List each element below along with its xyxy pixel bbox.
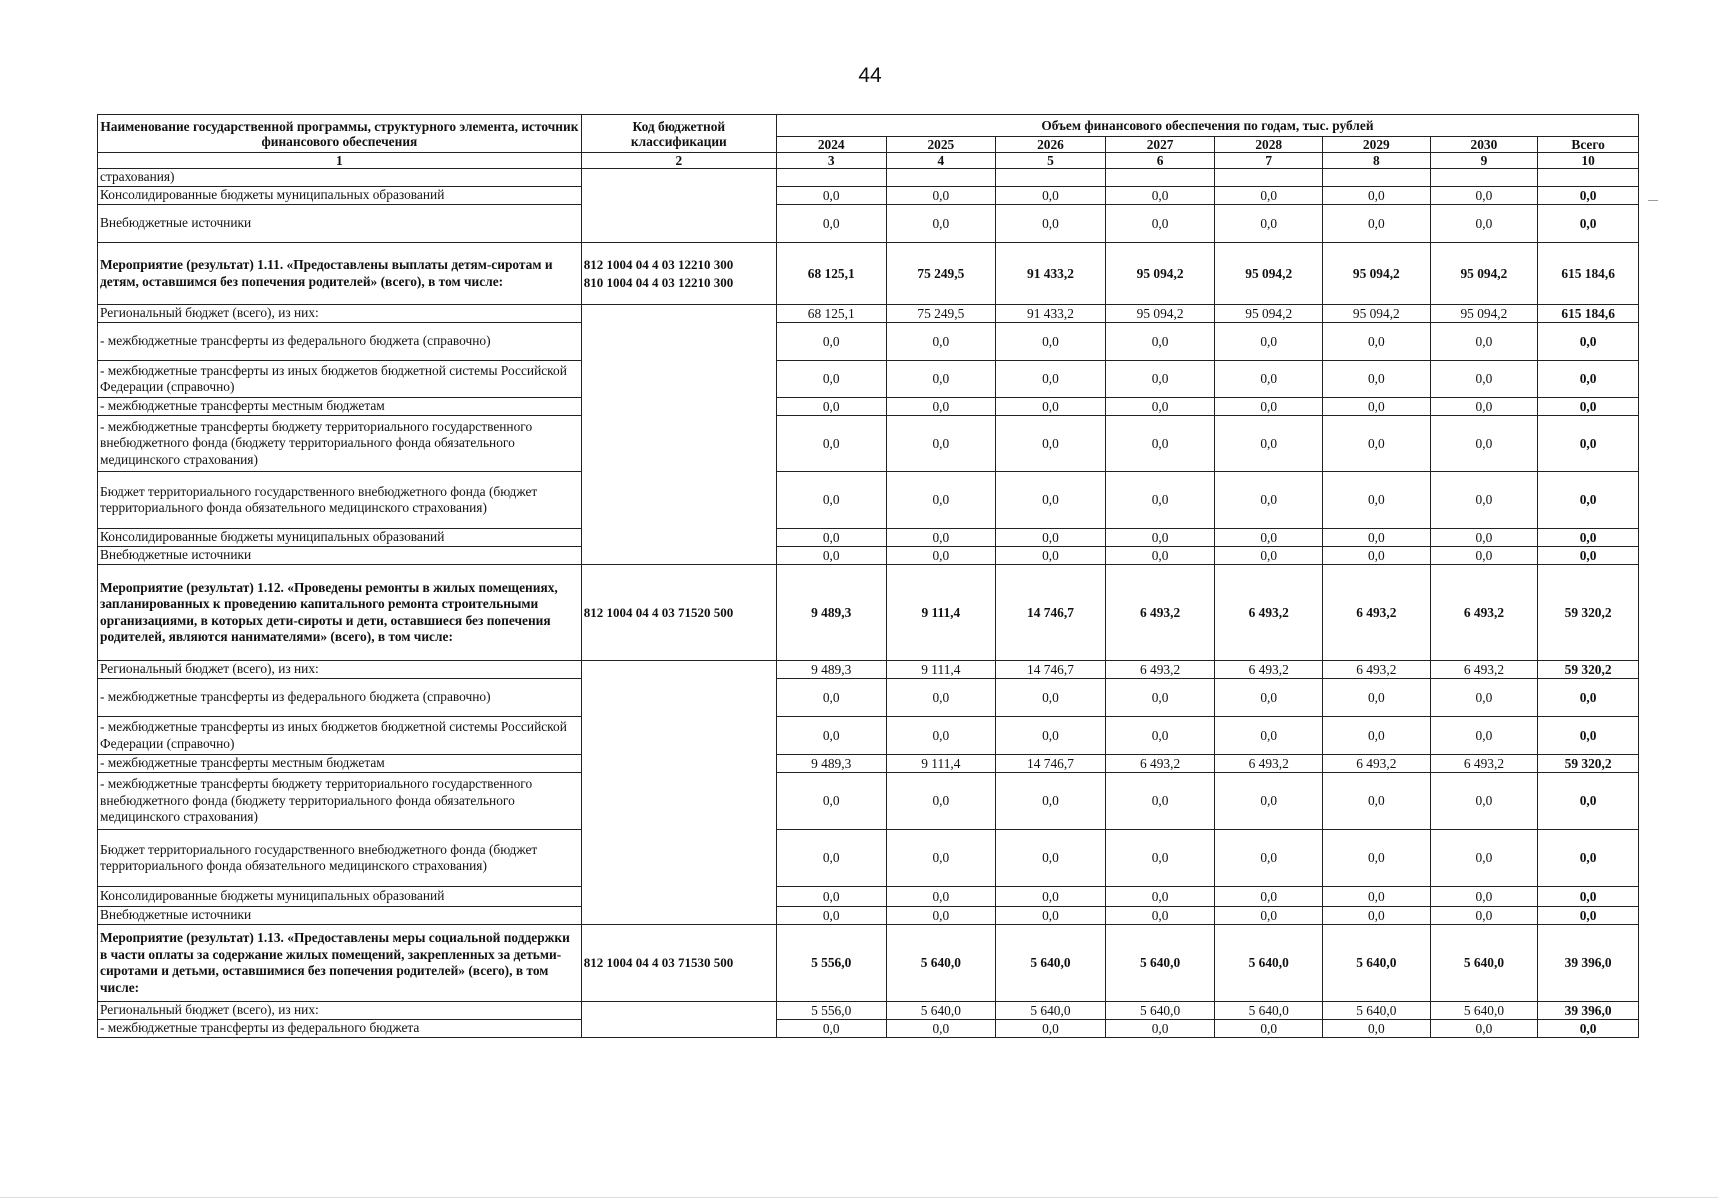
- total-value: 59 320,2: [1538, 755, 1639, 773]
- year-value: 0,0: [776, 323, 886, 361]
- source-name: Внебюджетные источники: [98, 547, 582, 565]
- year-value: [996, 169, 1106, 187]
- year-value: 0,0: [886, 398, 996, 416]
- year-value: 0,0: [1323, 773, 1431, 830]
- year-value: 0,0: [886, 830, 996, 887]
- header-year: 2029: [1323, 137, 1431, 153]
- table-body: [98, 169, 1639, 1038]
- header-year: 2028: [1215, 137, 1323, 153]
- header-funding: Объем финансового обеспечения по годам, тыс. рублей: [776, 115, 1638, 137]
- year-value: 5 640,0: [1323, 925, 1431, 1002]
- year-value: 0,0: [1430, 547, 1538, 565]
- year-value: 0,0: [1323, 187, 1431, 205]
- year-value: 0,0: [996, 472, 1106, 529]
- table-row: [98, 361, 1639, 398]
- column-number: 7: [1215, 153, 1323, 169]
- source-name: - межбюджетные трансферты местным бюджетам: [98, 755, 582, 773]
- total-value: 0,0: [1538, 323, 1639, 361]
- year-value: 95 094,2: [1105, 243, 1215, 305]
- year-value: 0,0: [996, 187, 1106, 205]
- budget-code: [581, 661, 776, 925]
- year-value: 95 094,2: [1105, 305, 1215, 323]
- year-value: 0,0: [886, 205, 996, 243]
- total-value: 0,0: [1538, 529, 1639, 547]
- year-value: 6 493,2: [1215, 565, 1323, 661]
- year-value: 0,0: [1323, 205, 1431, 243]
- source-name: - межбюджетные трансферты из федерального бюджета (справочно): [98, 679, 582, 717]
- year-value: 9 111,4: [886, 565, 996, 661]
- year-value: 0,0: [1323, 717, 1431, 755]
- year-value: 91 433,2: [996, 305, 1106, 323]
- year-value: 95 094,2: [1215, 305, 1323, 323]
- source-name: Консолидированные бюджеты муниципальных образований: [98, 529, 582, 547]
- year-value: 14 746,7: [996, 755, 1106, 773]
- year-value: 5 640,0: [886, 1002, 996, 1020]
- year-value: 14 746,7: [996, 661, 1106, 679]
- scan-edge-mark: [1648, 200, 1658, 201]
- year-value: 9 111,4: [886, 755, 996, 773]
- total-value: 0,0: [1538, 1020, 1639, 1038]
- source-name: Бюджет территориального государственного внебюджетного фонда (бюджет территориального фонда обязательного медицинского страхования): [98, 830, 582, 887]
- year-value: 0,0: [996, 679, 1106, 717]
- total-value: 0,0: [1538, 830, 1639, 887]
- year-value: 0,0: [1105, 679, 1215, 717]
- year-value: 6 493,2: [1105, 755, 1215, 773]
- year-value: 0,0: [1215, 1020, 1323, 1038]
- header-total: Всего: [1538, 137, 1639, 153]
- year-value: 0,0: [1323, 416, 1431, 472]
- year-value: 0,0: [1105, 1020, 1215, 1038]
- table-row: [98, 661, 1639, 679]
- year-value: 0,0: [776, 205, 886, 243]
- year-value: 0,0: [1430, 887, 1538, 907]
- year-value: 0,0: [1105, 398, 1215, 416]
- year-value: 0,0: [1215, 773, 1323, 830]
- year-value: 0,0: [1323, 887, 1431, 907]
- year-value: 0,0: [996, 1020, 1106, 1038]
- total-value: 0,0: [1538, 187, 1639, 205]
- column-number: 8: [1323, 153, 1431, 169]
- year-value: 0,0: [886, 187, 996, 205]
- year-value: 5 556,0: [776, 1002, 886, 1020]
- year-value: 0,0: [886, 416, 996, 472]
- year-value: 0,0: [1430, 205, 1538, 243]
- year-value: 0,0: [1323, 1020, 1431, 1038]
- total-value: 0,0: [1538, 773, 1639, 830]
- year-value: 5 640,0: [1105, 925, 1215, 1002]
- total-value: 0,0: [1538, 361, 1639, 398]
- year-value: 95 094,2: [1323, 243, 1431, 305]
- year-value: 0,0: [886, 887, 996, 907]
- year-value: 0,0: [1105, 416, 1215, 472]
- year-value: 5 640,0: [886, 925, 996, 1002]
- budget-code: [581, 305, 776, 565]
- year-value: 0,0: [1323, 547, 1431, 565]
- year-value: 0,0: [1430, 323, 1538, 361]
- year-value: [886, 169, 996, 187]
- year-value: 9 111,4: [886, 661, 996, 679]
- year-value: 68 125,1: [776, 243, 886, 305]
- year-value: 0,0: [776, 187, 886, 205]
- year-value: 6 493,2: [1215, 755, 1323, 773]
- table-row: [98, 187, 1639, 205]
- source-name: Бюджет территориального государственного внебюджетного фонда (бюджет территориального фонда обязательного медицинского страхования): [98, 472, 582, 529]
- year-value: 0,0: [776, 529, 886, 547]
- year-value: 0,0: [996, 717, 1106, 755]
- budget-code: 812 1004 04 4 03 12210 300 810 1004 04 4 03 12210 300: [581, 243, 776, 305]
- table-row: [98, 907, 1639, 925]
- total-value: 615 184,6: [1538, 305, 1639, 323]
- total-value: 59 320,2: [1538, 661, 1639, 679]
- measure-row: [98, 565, 1639, 661]
- year-value: 5 640,0: [1215, 925, 1323, 1002]
- year-value: 6 493,2: [1323, 755, 1431, 773]
- year-value: 0,0: [1323, 529, 1431, 547]
- column-number: 6: [1105, 153, 1215, 169]
- table-row: [98, 1020, 1639, 1038]
- column-number: 1: [98, 153, 582, 169]
- year-value: 0,0: [776, 398, 886, 416]
- table-row: [98, 529, 1639, 547]
- year-value: 0,0: [1215, 679, 1323, 717]
- year-value: 5 640,0: [996, 925, 1106, 1002]
- header-year: 2026: [996, 137, 1106, 153]
- year-value: 0,0: [1323, 679, 1431, 717]
- source-name: - межбюджетные трансферты бюджету территориального государственного внебюджетного фонда (бюджету территориального фонда обязательного медицинского страхования): [98, 416, 582, 472]
- total-value: [1538, 169, 1639, 187]
- source-name: - межбюджетные трансферты местным бюджетам: [98, 398, 582, 416]
- year-value: 0,0: [1105, 887, 1215, 907]
- table-row: [98, 323, 1639, 361]
- measure-row: [98, 925, 1639, 1002]
- year-value: 0,0: [1430, 1020, 1538, 1038]
- year-value: 0,0: [776, 547, 886, 565]
- year-value: 0,0: [996, 361, 1106, 398]
- table-row: [98, 755, 1639, 773]
- year-value: 0,0: [996, 205, 1106, 243]
- year-value: 0,0: [1323, 361, 1431, 398]
- total-value: 59 320,2: [1538, 565, 1639, 661]
- column-number: 3: [776, 153, 886, 169]
- scan-edge-mark: [0, 1197, 1718, 1198]
- year-value: [1323, 169, 1431, 187]
- budget-code: 812 1004 04 4 03 71530 500: [581, 925, 776, 1002]
- year-value: 0,0: [1215, 547, 1323, 565]
- year-value: 0,0: [776, 717, 886, 755]
- budget-code: 812 1004 04 4 03 71520 500: [581, 565, 776, 661]
- year-value: 9 489,3: [776, 755, 886, 773]
- year-value: 0,0: [996, 887, 1106, 907]
- column-number: 2: [581, 153, 776, 169]
- year-value: 6 493,2: [1323, 661, 1431, 679]
- total-value: 615 184,6: [1538, 243, 1639, 305]
- page-number: 44: [858, 64, 882, 87]
- year-value: 0,0: [1430, 773, 1538, 830]
- source-name: - межбюджетные трансферты из иных бюджетов бюджетной системы Российской Федерации (справочно): [98, 717, 582, 755]
- year-value: 5 640,0: [1430, 1002, 1538, 1020]
- year-value: 0,0: [1323, 472, 1431, 529]
- year-value: 0,0: [1323, 907, 1431, 925]
- year-value: 0,0: [776, 361, 886, 398]
- table-row: [98, 205, 1639, 243]
- source-name: - межбюджетные трансферты из иных бюджетов бюджетной системы Российской Федерации (справочно): [98, 361, 582, 398]
- column-number: 4: [886, 153, 996, 169]
- year-value: 0,0: [1105, 205, 1215, 243]
- year-value: 0,0: [776, 472, 886, 529]
- year-value: 0,0: [996, 547, 1106, 565]
- source-name: Региональный бюджет (всего), из них:: [98, 305, 582, 323]
- year-value: 0,0: [1105, 773, 1215, 830]
- total-value: 39 396,0: [1538, 1002, 1639, 1020]
- year-value: 0,0: [1105, 472, 1215, 529]
- year-value: 0,0: [1430, 529, 1538, 547]
- source-name: - межбюджетные трансферты из федерального бюджета (справочно): [98, 323, 582, 361]
- year-value: 0,0: [1430, 416, 1538, 472]
- total-value: 0,0: [1538, 907, 1639, 925]
- table-row: [98, 398, 1639, 416]
- funding-table: [97, 114, 1639, 1038]
- year-value: 0,0: [886, 1020, 996, 1038]
- year-value: 14 746,7: [996, 565, 1106, 661]
- year-value: 6 493,2: [1105, 661, 1215, 679]
- year-value: 0,0: [1105, 717, 1215, 755]
- year-value: 0,0: [776, 773, 886, 830]
- year-value: 0,0: [996, 773, 1106, 830]
- year-value: 0,0: [886, 323, 996, 361]
- header-year: 2024: [776, 137, 886, 153]
- year-value: [1430, 169, 1538, 187]
- year-value: 0,0: [1430, 361, 1538, 398]
- source-name: - межбюджетные трансферты из федерального бюджета: [98, 1020, 582, 1038]
- table-row: [98, 717, 1639, 755]
- header-name: Наименование государственной программы, структурного элемента, источник финансового обеспечения: [98, 115, 582, 153]
- year-value: 95 094,2: [1323, 305, 1431, 323]
- year-value: 6 493,2: [1430, 565, 1538, 661]
- year-value: 0,0: [996, 830, 1106, 887]
- year-value: 0,0: [1430, 717, 1538, 755]
- table-row: [98, 830, 1639, 887]
- year-value: 0,0: [886, 529, 996, 547]
- total-value: 0,0: [1538, 547, 1639, 565]
- total-value: 39 396,0: [1538, 925, 1639, 1002]
- year-value: 0,0: [886, 679, 996, 717]
- table-row: [98, 169, 1639, 187]
- table-row: [98, 1002, 1639, 1020]
- total-value: 0,0: [1538, 205, 1639, 243]
- source-name: Региональный бюджет (всего), из них:: [98, 661, 582, 679]
- measure-name: Мероприятие (результат) 1.12. «Проведены ремонты в жилых помещениях, запланированных к проведению капитального ремонта строительными организациями, в которых дети-сироты и дети, оставшиеся без попечения родителей, являются нанимателями» (всего), в том числе:: [98, 565, 582, 661]
- year-value: 0,0: [1430, 187, 1538, 205]
- year-value: 0,0: [1430, 398, 1538, 416]
- year-value: 0,0: [776, 416, 886, 472]
- year-value: 68 125,1: [776, 305, 886, 323]
- year-value: 95 094,2: [1430, 305, 1538, 323]
- table-row: [98, 679, 1639, 717]
- year-value: 0,0: [1215, 887, 1323, 907]
- measure-row: [98, 243, 1639, 305]
- year-value: 0,0: [776, 830, 886, 887]
- measure-name: Мероприятие (результат) 1.11. «Предоставлены выплаты детям-сиротам и детям, оставшимся без попечения родителей» (всего), в том числе:: [98, 243, 582, 305]
- total-value: 0,0: [1538, 472, 1639, 529]
- table-row: [98, 305, 1639, 323]
- year-value: 0,0: [886, 472, 996, 529]
- year-value: 0,0: [1105, 529, 1215, 547]
- year-value: 75 249,5: [886, 243, 996, 305]
- year-value: 5 640,0: [1430, 925, 1538, 1002]
- year-value: [776, 169, 886, 187]
- year-value: 0,0: [1215, 529, 1323, 547]
- year-value: 0,0: [1215, 472, 1323, 529]
- year-value: 6 493,2: [1430, 755, 1538, 773]
- table-row: [98, 773, 1639, 830]
- header-year: 2030: [1430, 137, 1538, 153]
- year-value: 9 489,3: [776, 565, 886, 661]
- source-name: Региональный бюджет (всего), из них:: [98, 1002, 582, 1020]
- measure-name: Мероприятие (результат) 1.13. «Предоставлены меры социальной поддержки в части оплаты за содержание жилых помещений, закрепленных за детьми-сиротами и детьми, оставшимися без попечения родителей» (всего), в том числе:: [98, 925, 582, 1002]
- year-value: 0,0: [1215, 187, 1323, 205]
- year-value: 0,0: [1215, 717, 1323, 755]
- total-value: 0,0: [1538, 679, 1639, 717]
- year-value: 0,0: [1215, 205, 1323, 243]
- column-number: 9: [1430, 153, 1538, 169]
- column-number: 10: [1538, 153, 1639, 169]
- year-value: 95 094,2: [1215, 243, 1323, 305]
- year-value: 0,0: [996, 529, 1106, 547]
- year-value: 0,0: [776, 907, 886, 925]
- source-name: Внебюджетные источники: [98, 205, 582, 243]
- source-name: страхования): [98, 169, 582, 187]
- year-value: 0,0: [996, 323, 1106, 361]
- year-value: 0,0: [1430, 472, 1538, 529]
- year-value: 6 493,2: [1215, 661, 1323, 679]
- year-value: 0,0: [1105, 323, 1215, 361]
- year-value: 0,0: [1105, 907, 1215, 925]
- year-value: 0,0: [886, 547, 996, 565]
- table-row: [98, 472, 1639, 529]
- year-value: 6 493,2: [1105, 565, 1215, 661]
- year-value: 0,0: [1430, 907, 1538, 925]
- year-value: 0,0: [1323, 398, 1431, 416]
- source-name: Консолидированные бюджеты муниципальных образований: [98, 887, 582, 907]
- year-value: 5 640,0: [1215, 1002, 1323, 1020]
- header-year: 2027: [1105, 137, 1215, 153]
- year-value: 91 433,2: [996, 243, 1106, 305]
- header-code: Код бюджетной классификации: [581, 115, 776, 153]
- year-value: 0,0: [886, 773, 996, 830]
- budget-code: [581, 1002, 776, 1038]
- source-name: - межбюджетные трансферты бюджету территориального государственного внебюджетного фонда (бюджету территориального фонда обязательного медицинского страхования): [98, 773, 582, 830]
- year-value: 0,0: [1105, 361, 1215, 398]
- column-number: 5: [996, 153, 1106, 169]
- year-value: 9 489,3: [776, 661, 886, 679]
- year-value: 0,0: [1215, 416, 1323, 472]
- year-value: 0,0: [1105, 830, 1215, 887]
- budget-code: [581, 169, 776, 243]
- year-value: 0,0: [1430, 830, 1538, 887]
- year-value: 0,0: [1215, 323, 1323, 361]
- year-value: 0,0: [886, 361, 996, 398]
- year-value: 0,0: [1215, 907, 1323, 925]
- year-value: 0,0: [776, 679, 886, 717]
- table-row: [98, 416, 1639, 472]
- year-value: 5 556,0: [776, 925, 886, 1002]
- year-value: 0,0: [1105, 547, 1215, 565]
- year-value: 0,0: [1215, 398, 1323, 416]
- year-value: 6 493,2: [1323, 565, 1431, 661]
- header-year: 2025: [886, 137, 996, 153]
- year-value: 0,0: [996, 398, 1106, 416]
- year-value: 5 640,0: [1105, 1002, 1215, 1020]
- year-value: 0,0: [886, 907, 996, 925]
- year-value: 0,0: [1323, 323, 1431, 361]
- total-value: 0,0: [1538, 717, 1639, 755]
- table-row: [98, 547, 1639, 565]
- year-value: 0,0: [776, 887, 886, 907]
- year-value: 5 640,0: [996, 1002, 1106, 1020]
- year-value: 0,0: [886, 717, 996, 755]
- year-value: 95 094,2: [1430, 243, 1538, 305]
- year-value: 75 249,5: [886, 305, 996, 323]
- year-value: 0,0: [1323, 830, 1431, 887]
- column-number-row: [98, 153, 1639, 169]
- year-value: 0,0: [996, 416, 1106, 472]
- year-value: 0,0: [1215, 361, 1323, 398]
- year-value: [1105, 169, 1215, 187]
- year-value: 6 493,2: [1430, 661, 1538, 679]
- total-value: 0,0: [1538, 398, 1639, 416]
- year-value: 0,0: [996, 907, 1106, 925]
- year-value: [1215, 169, 1323, 187]
- year-value: 5 640,0: [1323, 1002, 1431, 1020]
- year-value: 0,0: [1105, 187, 1215, 205]
- year-value: 0,0: [776, 1020, 886, 1038]
- total-value: 0,0: [1538, 887, 1639, 907]
- source-name: Консолидированные бюджеты муниципальных образований: [98, 187, 582, 205]
- header-row: [98, 115, 1639, 137]
- year-value: 0,0: [1215, 830, 1323, 887]
- total-value: 0,0: [1538, 416, 1639, 472]
- year-value: 0,0: [1430, 679, 1538, 717]
- source-name: Внебюджетные источники: [98, 907, 582, 925]
- table-row: [98, 887, 1639, 907]
